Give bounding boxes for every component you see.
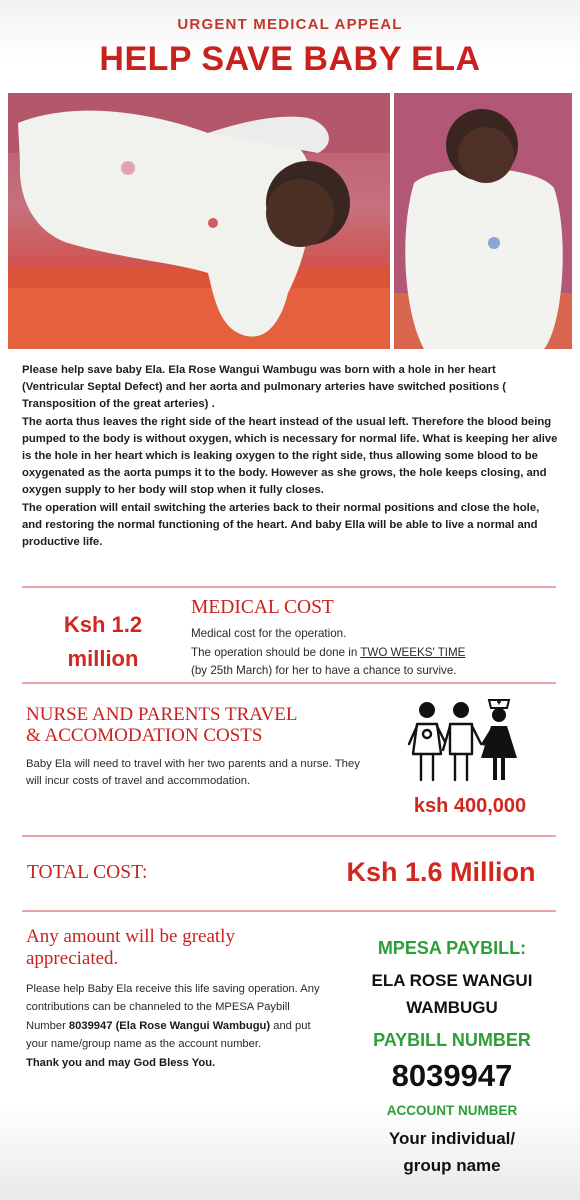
appeal-heading-line-2: appreciated. bbox=[26, 948, 119, 969]
medical-line-2 bbox=[191, 644, 551, 663]
travel-cost-section bbox=[26, 704, 366, 790]
section-divider bbox=[22, 910, 556, 912]
paybill-name-line-2: WAMBUGU bbox=[406, 998, 498, 1017]
story-paragraph-2: The aorta thus leaves the right side of the heart instead of the usual left. Therefore the blood being pumped to the body is without oxygen, which is necessary for normal life. What is keeping her alive is the hole in her heart which is leaking oxygen to the right side, thus allowing some blood to be oxygenated as the aorta pumps it to the body. However as she grows, the hole keeps closing, and oxygen supply to her body will stop when it fully closes. bbox=[22, 415, 558, 497]
total-cost-amount: Ksh 1.6 Million bbox=[346, 857, 536, 887]
paybill-reference: 8039947 (Ela Rose Wangui Wambugu) bbox=[68, 1019, 271, 1032]
travel-cost-amount: ksh 400,000 bbox=[413, 795, 527, 817]
account-value-line-1: Your individual/ bbox=[388, 1129, 516, 1148]
story-paragraph-1: Please help save baby Ela. Ela Rose Wangui Wambugu was born with a hole in her heart (Ventricular Septal Defect) and her aorta and pulmonary arteries have switched positions ( Transposition of the great arteries) . bbox=[22, 364, 507, 411]
appeal-kicker: URGENT MEDICAL APPEAL bbox=[177, 16, 403, 33]
baby-photo-sitting bbox=[394, 93, 572, 349]
story-paragraph-3: The operation will entail switching the arteries back to their normal positions and close the hole, and restoring the normal functioning of the heart. And baby Ella will be able to live a normal and productive life. bbox=[22, 501, 540, 549]
appeal-text-part-1: Please help Baby Ela receive this life saving operation. Any contributions can be channeled to the MPESA Paybill Number bbox=[26, 983, 320, 1032]
paybill-number: 8039947 bbox=[391, 1058, 513, 1093]
medical-amount-line-1: Ksh 1.2 bbox=[63, 612, 143, 637]
page-title: HELP SAVE BABY ELA bbox=[99, 40, 481, 78]
travel-heading-line-2: & ACCOMODATION COSTS bbox=[26, 725, 263, 746]
deadline-emphasis: TWO WEEKS' TIME bbox=[360, 645, 466, 659]
medical-cost-amount bbox=[28, 608, 178, 676]
story-text bbox=[22, 362, 558, 551]
paybill-account-name bbox=[344, 967, 560, 1021]
travel-heading-line-1: NURSE AND PARENTS TRAVEL bbox=[26, 704, 298, 725]
header bbox=[0, 0, 580, 92]
paybill-number-label: PAYBILL NUMBER bbox=[373, 1030, 531, 1050]
travel-cost-heading bbox=[26, 704, 366, 746]
travel-cost-text: Baby Ela will need to travel with her two parents and a nurse. They will incur costs of travel and accommodation. bbox=[26, 758, 360, 788]
paybill-name-line-1: ELA ROSE WANGUI bbox=[371, 971, 533, 990]
medical-amount-line-2: million bbox=[67, 646, 139, 671]
appeal-text-part-3: and put your name/group name as the account number. bbox=[26, 1019, 311, 1051]
medical-line-2-text: The operation should be done in bbox=[191, 645, 361, 659]
family-with-nurse-icon bbox=[405, 696, 525, 784]
medical-cost-text bbox=[191, 625, 551, 681]
medical-line-3: (by 25th March) for her to have a chance to survive. bbox=[191, 664, 457, 677]
appeal-text bbox=[26, 980, 326, 1072]
medical-cost-heading: MEDICAL COST bbox=[191, 597, 334, 618]
blessing-text: Thank you and may God Bless You. bbox=[26, 1056, 216, 1069]
section-divider bbox=[22, 586, 556, 588]
mpesa-paybill-label: MPESA PAYBILL: bbox=[377, 938, 527, 958]
appeal-heading bbox=[26, 926, 326, 970]
payment-details bbox=[344, 938, 560, 1179]
appeal-heading-line-1: Any amount will be greatly bbox=[26, 926, 235, 947]
medical-line-1: Medical cost for the operation. bbox=[191, 627, 347, 640]
medical-cost-section bbox=[191, 596, 551, 681]
appeal-section bbox=[26, 926, 326, 1072]
account-value-line-2: group name bbox=[403, 1156, 501, 1175]
section-divider bbox=[22, 835, 556, 837]
total-cost-label: TOTAL COST: bbox=[27, 862, 148, 883]
section-divider bbox=[22, 682, 556, 684]
account-number-label: ACCOUNT NUMBER bbox=[386, 1103, 518, 1118]
baby-photo-lying bbox=[8, 93, 390, 349]
account-number-value bbox=[344, 1125, 560, 1179]
